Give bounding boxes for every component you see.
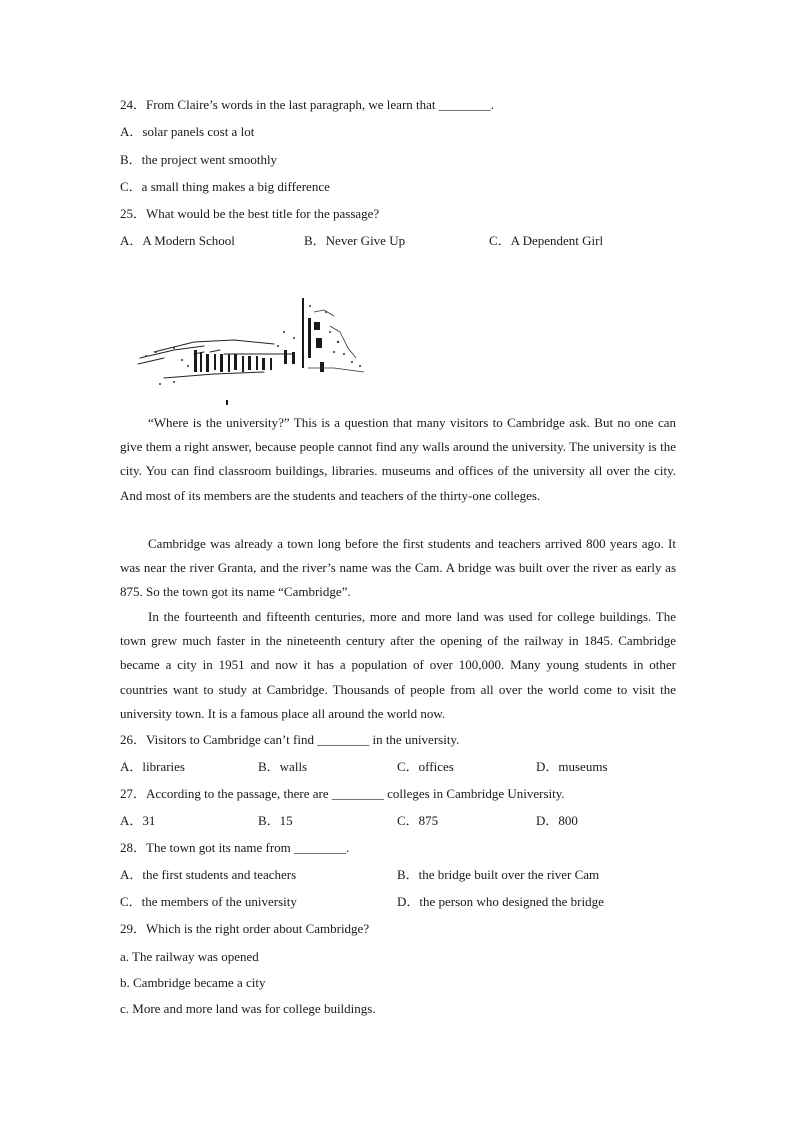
question-24-stem: 24．From Claire’s words in the last paragraph, we learn that ________.: [120, 97, 495, 112]
question-28-option-a: A．the first students and teachers: [120, 867, 297, 882]
question-26-option-c: C．offices: [397, 759, 454, 774]
passage-paragraph-3: In the fourteenth and fifteenth centuries, more and more land was used for college buildings. The town grew much faster in the nineteenth century after the opening of the railway in 1845. Cambridge became a city in 1951 and now it has a population of over 100,000. Many young students in other countries want to study at Cambridge. Thousands of people from all over the world come to visit the university town. It is a famous place all around the world now.: [120, 609, 676, 721]
question-24-option-b: B．the project went smoothly: [120, 152, 278, 167]
question-26-stem: 26．Visitors to Cambridge can’t find ________ in the university.: [120, 732, 460, 747]
question-28-stem: 28．The town got its name from ________.: [120, 840, 350, 855]
question-29-item-b: b. Cambridge became a city: [120, 975, 266, 990]
question-27-option-a: A．31: [120, 813, 156, 828]
question-24-option-a: A．solar panels cost a lot: [120, 124, 255, 139]
question-28-option-d: D．the person who designed the bridge: [397, 894, 604, 909]
question-27-option-b: B．15: [258, 813, 293, 828]
question-29-item-c: c. More and more land was for college buildings.: [120, 1001, 376, 1016]
passage-paragraph-2: Cambridge was already a town long before the first students and teachers arrived 800 years ago. It was near the river Granta, and the river’s name was the Cam. A bridge was built over the river as early as 875. So the town got its name “Cambridge”.: [120, 536, 676, 600]
question-27-option-d: D．800: [536, 813, 578, 828]
passage-paragraph-1: “Where is the university?” This is a question that many visitors to Cambridge ask. But no one can give them a right answer, because people cannot find any walls around the university. The university is the city. You can find classroom buildings, libraries. museums and offices of the university all over the city. And most of its members are the students and teachers of the thirty-one colleges.: [120, 415, 676, 503]
question-29-stem: 29．Which is the right order about Cambridge?: [120, 921, 370, 936]
question-25-option-b: B．Never Give Up: [304, 233, 406, 248]
question-27-option-c: C．875: [397, 813, 439, 828]
question-26-option-b: B．walls: [258, 759, 308, 774]
question-28-option-b: B．the bridge built over the river Cam: [397, 867, 600, 882]
question-25-option-c: C．A Dependent Girl: [489, 233, 604, 248]
question-25-stem: 25．What would be the best title for the passage?: [120, 206, 380, 221]
question-24-option-c: C．a small thing makes a big difference: [120, 179, 330, 194]
question-27-stem: 27．According to the passage, there are ________ colleges in Cambridge University.: [120, 786, 565, 801]
question-28-option-c: C．the members of the university: [120, 894, 297, 909]
question-26-option-a: A．libraries: [120, 759, 185, 774]
question-26-option-d: D．museums: [536, 759, 608, 774]
cambridge-sketch-image: [134, 292, 374, 408]
question-25-option-a: A．A Modern School: [120, 233, 235, 248]
question-29-item-a: a. The railway was opened: [120, 949, 259, 964]
